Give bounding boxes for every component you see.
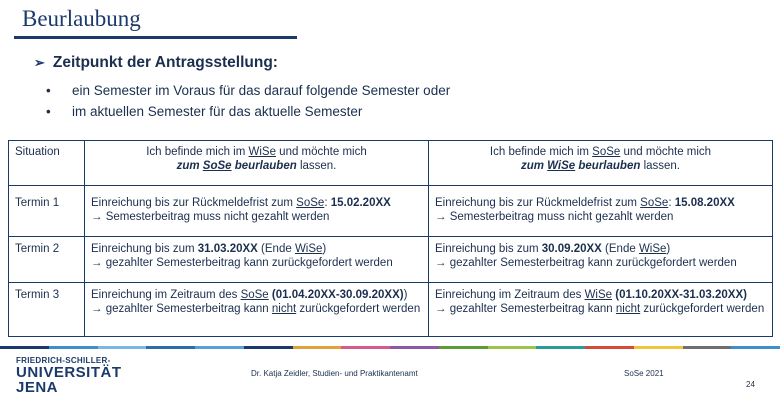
header-emph-text: zum <box>520 160 548 172</box>
list-item <box>46 80 450 101</box>
cell-text: ) <box>322 243 327 255</box>
table-row <box>9 186 773 237</box>
header-emph-text: beurlauben <box>575 160 641 172</box>
header-text: Ich befinde mich im <box>489 146 593 158</box>
logo-line-3: JENA <box>16 379 59 396</box>
stripe-segment <box>585 346 634 349</box>
table-header-row <box>9 141 773 186</box>
section-heading <box>34 54 278 72</box>
header-col-sose-to-wise <box>429 141 773 186</box>
cell-note: → gezahlter Semesterbeitrag kann zurückgefordert werden <box>435 257 737 269</box>
cell-text: (Ende <box>257 243 295 255</box>
table-cell <box>429 186 773 237</box>
leave-deadline-table <box>8 140 773 337</box>
stripe-segment <box>488 346 537 349</box>
cell-text: (Ende <box>601 243 639 255</box>
table-cell <box>85 237 429 283</box>
header-text: und möchte mich <box>275 146 367 158</box>
cell-term: WiSe <box>638 243 667 255</box>
header-term: SoSe <box>592 146 621 158</box>
stripe-segment <box>341 346 390 349</box>
header-emph-text: zum <box>176 160 203 172</box>
header-col-wise-to-sose <box>85 141 429 186</box>
section-heading-text: Zeitpunkt der Antragsstellung: <box>52 54 278 71</box>
cell-term: WiSe <box>584 289 613 301</box>
table-cell <box>85 186 429 237</box>
color-stripe-bar <box>0 346 780 349</box>
university-logo <box>16 356 122 395</box>
stripe-segment <box>98 346 147 349</box>
cell-text: Einreichung bis zum <box>91 243 198 255</box>
row-label: Termin 1 <box>9 186 85 237</box>
row-label: Termin 3 <box>9 283 85 337</box>
table-cell <box>85 283 429 337</box>
cell-term: WiSe <box>294 243 323 255</box>
header-emph-text: beurlauben <box>231 160 297 172</box>
cell-note: → gezahlter Semesterbeitrag kann <box>435 303 616 315</box>
cell-note: → gezahlter Semesterbeitrag kann <box>91 303 272 315</box>
row-label: Termin 2 <box>9 237 85 283</box>
header-term: WiSe <box>248 146 276 158</box>
header-text: Ich befinde mich im <box>146 146 249 158</box>
cell-date: 31.03.20XX <box>197 243 258 255</box>
cell-note: → Semesterbeitrag muss nicht gezahlt werden <box>91 211 330 223</box>
stripe-segment <box>195 346 244 349</box>
cell-date: 15.08.20XX <box>674 197 735 209</box>
table-cell <box>429 237 773 283</box>
table-row <box>9 237 773 283</box>
header-emph-term: WiSe <box>547 160 576 172</box>
logo-line-2: UNIVERSITÄT <box>16 364 122 381</box>
cell-date: (01.10.20XX-31.03.20XX) <box>612 289 747 301</box>
list-item <box>46 101 450 122</box>
bullet-list <box>46 80 450 122</box>
table-cell <box>429 283 773 337</box>
stripe-segment <box>634 346 683 349</box>
footer-author: Dr. Katja Zeidler, Studien- und Praktikantenamt <box>251 369 418 378</box>
stripe-segment <box>439 346 488 349</box>
cell-text: Einreichung bis zur Rückmeldefrist zum <box>435 197 641 209</box>
cell-text: ) <box>666 243 671 255</box>
cell-date: (01.04.20XX-30.09.20XX) <box>268 289 404 301</box>
cell-term: SoSe <box>240 289 269 301</box>
header-text: und möchte mich <box>620 146 712 158</box>
bullet-dot-icon: • <box>46 83 51 98</box>
cell-note: zurückgefordert werden <box>640 303 765 315</box>
bullet-text: im aktuellen Semester für das aktuelle Semester <box>72 104 363 119</box>
footer-term: SoSe 2021 <box>624 369 664 378</box>
cell-term: SoSe <box>640 197 669 209</box>
stripe-segment <box>683 346 732 349</box>
bullet-text: ein Semester im Voraus für das darauf folgende Semester oder <box>72 83 451 98</box>
table-row <box>9 283 773 337</box>
header-situation: Situation <box>9 141 85 186</box>
cell-note: zurückgefordert werden <box>296 303 421 315</box>
title-underline <box>14 36 297 39</box>
cell-text: : <box>324 197 331 209</box>
stripe-segment <box>293 346 342 349</box>
cell-text: Einreichung im Zeitraum des <box>435 289 585 301</box>
bullet-dot-icon: • <box>46 104 51 119</box>
cell-text: Einreichung im Zeitraum des <box>91 289 241 301</box>
cell-note: → Semesterbeitrag muss nicht gezahlt werden <box>435 211 674 223</box>
cell-term: SoSe <box>296 197 325 209</box>
header-text: lassen. <box>296 160 337 172</box>
stripe-segment <box>390 346 439 349</box>
cell-text: ) <box>403 289 408 301</box>
page-number: 24 <box>746 380 755 389</box>
arrow-bullet-icon: ➢ <box>34 55 45 70</box>
logo-line-1: FRIEDRICH-SCHILLER- <box>16 356 111 365</box>
slide-title: Beurlaubung <box>22 6 141 31</box>
header-emph-term: SoSe <box>202 160 232 172</box>
cell-text: : <box>668 197 675 209</box>
cell-text: Einreichung bis zum <box>435 243 542 255</box>
header-text: lassen. <box>640 160 681 172</box>
stripe-segment <box>731 346 780 349</box>
stripe-segment <box>244 346 293 349</box>
header-emphasis <box>177 160 297 172</box>
cell-note-negation: nicht <box>615 303 641 315</box>
cell-date: 30.09.20XX <box>541 243 602 255</box>
stripe-segment <box>536 346 585 349</box>
stripe-segment <box>0 346 49 349</box>
cell-text: Einreichung bis zur Rückmeldefrist zum <box>91 197 297 209</box>
stripe-segment <box>49 346 98 349</box>
cell-note: → gezahlter Semesterbeitrag kann zurückgefordert werden <box>91 257 393 269</box>
stripe-segment <box>146 346 195 349</box>
header-emphasis <box>521 160 640 172</box>
cell-note-negation: nicht <box>271 303 297 315</box>
cell-date: 15.02.20XX <box>330 197 391 209</box>
